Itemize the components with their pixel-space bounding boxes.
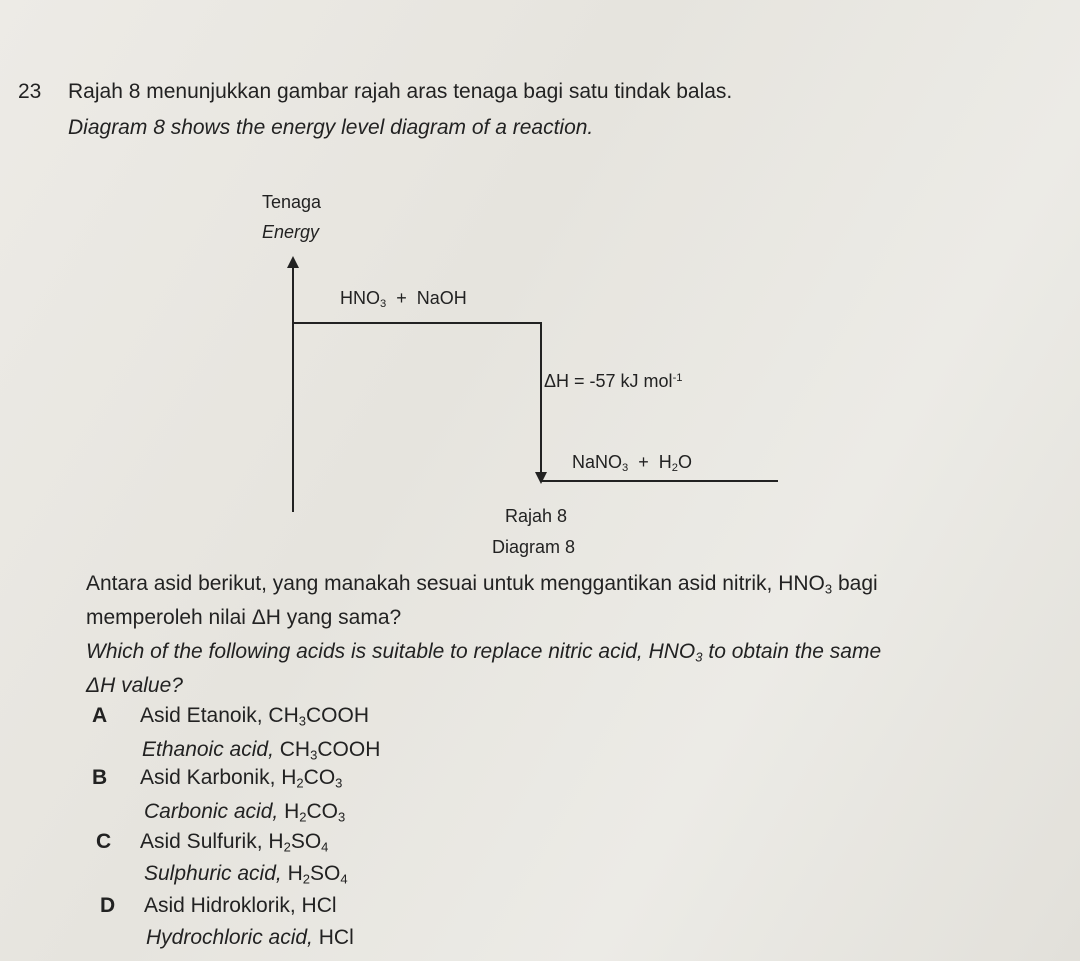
products-energy-level [542, 480, 778, 482]
option-malay: Asid Hidroklorik, HCl [144, 894, 337, 917]
enthalpy-change-arrow-line [540, 322, 542, 474]
stem-english-line-2: ΔH value? [86, 674, 183, 697]
option-english: Sulphuric acid, $H_2SO_4$ [144, 862, 348, 887]
enthalpy-change-label: ΔH = -57 kJ mol$^{-1}$ [544, 371, 683, 391]
option-english: Hydrochloric acid, HCl [146, 926, 354, 949]
question-number: 23 [18, 80, 42, 103]
products-label: NaNO$_3$ + $H_2O$ [572, 452, 693, 474]
question-intro-english: Diagram 8 shows the energy level diagram of a reaction. [68, 116, 594, 139]
stem-english-line-1: Which of the following acids is suitable to replace nitric acid, $HNO_3$ to obtain the same [86, 640, 882, 665]
question-intro-malay: Rajah 8 menunjukkan gambar rajah aras tenaga bagi satu tindak balas. [68, 80, 733, 103]
diagram-caption-english: Diagram 8 [492, 537, 576, 557]
stem-malay-line-2: memperoleh nilai ΔH yang sama? [86, 606, 402, 629]
reactants-label: $HNO_3$ + NaOH [340, 288, 467, 310]
option-letter: D [100, 894, 116, 917]
option-malay: Asid Etanoik, $CH_3COOH$ [140, 704, 369, 729]
y-axis-label-english: Energy [262, 222, 320, 242]
y-axis-label-malay: Tenaga [262, 192, 322, 212]
reactants-energy-level [294, 322, 542, 324]
option-malay: Asid Karbonik, $H_2CO_3$ [140, 766, 343, 791]
option-letter: C [96, 830, 112, 853]
option-english: Carbonic acid, $H_2CO_3$ [144, 800, 346, 825]
option-english: Ethanoic acid, $CH_3COOH$ [142, 738, 381, 763]
enthalpy-change-arrow-icon [535, 472, 547, 484]
y-axis-arrow-icon [287, 256, 299, 268]
stem-malay-line-1: Antara asid berikut, yang manakah sesuai untuk menggantikan asid nitrik, $HNO_3$ bagi [86, 572, 878, 597]
option-letter: A [92, 704, 108, 727]
y-axis-line [292, 266, 294, 512]
option-letter: B [92, 766, 108, 789]
diagram-caption-malay: Rajah 8 [505, 506, 568, 526]
option-malay: Asid Sulfurik, $H_2SO_4$ [140, 830, 329, 855]
